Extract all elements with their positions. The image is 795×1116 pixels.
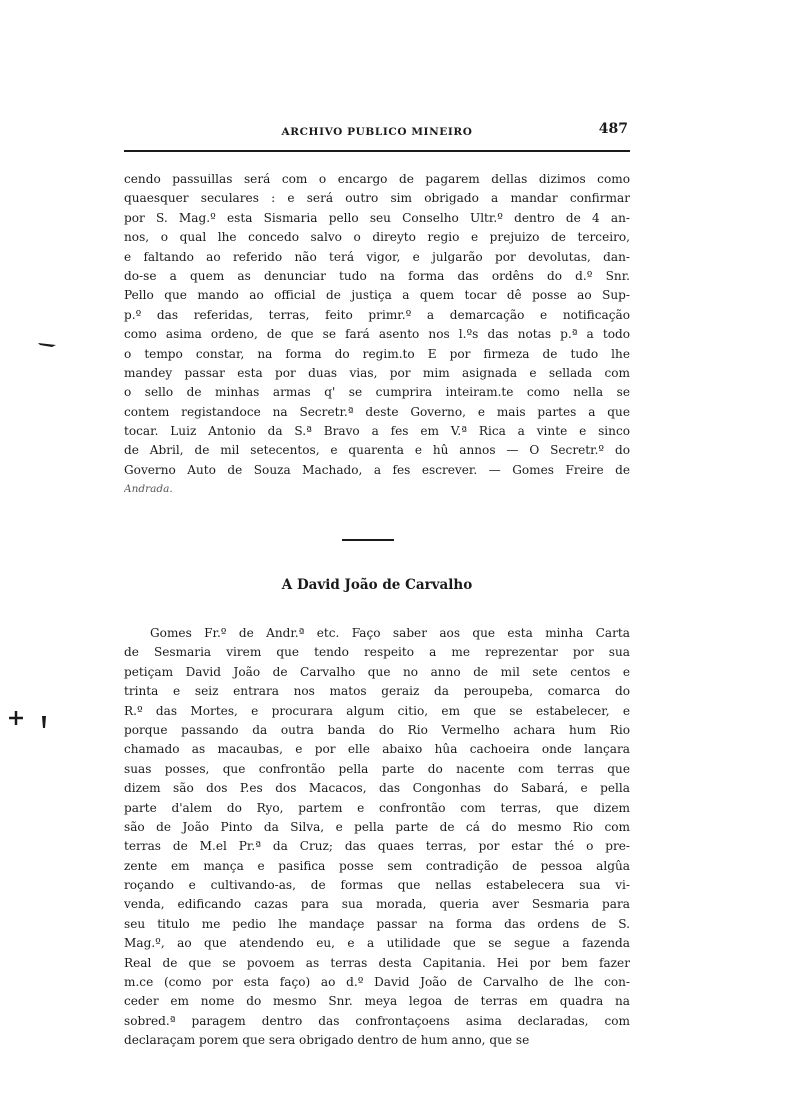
text-line: Pello que mando ao official de justiça a quem tocar dê posse ao Sup- <box>124 288 630 303</box>
text-line: chamado as macaubas, e por elle abaixo hûa cachoeira onde lançara <box>124 742 630 757</box>
text-line: p.º das referidas, terras, feito primr.º a demarcação e notificação <box>124 307 630 322</box>
text-line: petiçam David João de Carvalho que no anno de mil sete centos e <box>124 664 630 679</box>
text-line: nos, o qual lhe concedo salvo o direyto regio e prejuizo de terceiro, <box>124 230 630 245</box>
text-line: quaesquer seculares : e será outro sim obrigado a mandar confirmar <box>124 191 630 206</box>
text-line: de Sesmaria virem que tendo respeito a me reprezentar por sua <box>124 645 630 660</box>
text-line: venda, edificando cazas para sua morada, queria aver Sesmaria para <box>124 897 630 912</box>
signature-line: Andrada. <box>124 483 173 496</box>
text-line: por S. Mag.º esta Sismaria pello seu Conselho Ultr.º dentro de 4 an- <box>124 210 630 225</box>
text-line: trinta e seiz entrara nos matos geraiz da peroupeba, comarca do <box>124 684 630 699</box>
text-line: Real de que se povoem as terras desta Capitania. Hei por bem fazer <box>124 955 630 970</box>
margin-mark <box>40 716 48 728</box>
text-line: Mag.º, ao que atendendo eu, e a utilidade que se segue a fazenda <box>124 936 630 951</box>
text-line: terras de M.el Pr.ª da Cruz; das quaes terras, por estar thé o pre- <box>124 839 630 854</box>
text-line: do-se a quem as denunciar tudo na forma das ordêns do d.º Snr. <box>124 268 630 283</box>
text-line: R.º das Mortes, e procurara algum citio, em que se estabelecer, e <box>124 703 630 718</box>
text-line: o tempo constar, na forma do regim.to E por firmeza de tudo lhe <box>124 346 630 361</box>
header-rule <box>124 150 630 152</box>
text-line: m.ce (como por esta faço) ao d.º David João de Carvalho de lhe con- <box>124 975 630 990</box>
text-line: tocar. Luiz Antonio da S.ª Bravo a fes em V.ª Rica a vinte e sinco <box>124 424 630 439</box>
text-line: Governo Auto de Souza Machado, a fes escrever. — Gomes Freire de <box>124 462 630 477</box>
text-line: seu titulo me pedio lhe mandaçe passar na forma das ordens de S. <box>124 916 630 931</box>
section-divider <box>342 539 394 541</box>
text-line: zente em mança e pasifica posse sem contradição de pessoa algûa <box>124 858 630 873</box>
margin-mark <box>8 710 24 726</box>
text-line: contem registandoce na Secretr.ª deste Governo, e mais partes a que <box>124 404 630 419</box>
text-line: roçando e cultivando-as, de formas que nellas estabelecera sua vi- <box>124 878 630 893</box>
text-line: dizem são dos P.es dos Macacos, das Congonhas do Sabará, e pella <box>124 781 630 796</box>
text-line: o sello de minhas armas q' se cumprira inteiram.te como nella se <box>124 385 630 400</box>
running-title: ARCHIVO PUBLICO MINEIRO <box>281 126 473 138</box>
text-line: declaraçam porem que sera obrigado dentro de hum anno, que se <box>124 1033 530 1048</box>
text-line: Gomes Fr.º de Andr.ª etc. Faço saber aos que esta minha Carta <box>150 626 630 640</box>
text-line: ceder em nome do mesmo Snr. meya legoa de terras em quadra na <box>124 994 630 1009</box>
text-line: de Abril, de mil setecentos, e quarenta e hû annos — O Secretr.º do <box>124 443 630 458</box>
text-line: como asima ordeno, de que se fará asento nos l.ºs das notas p.ª a todo <box>124 327 630 342</box>
text-line: mandey passar esta por duas vias, por mim asignada e sellada com <box>124 365 630 380</box>
continued-text-block <box>124 170 630 500</box>
section-title: A David João de Carvalho <box>281 577 473 593</box>
text-line: sobred.ª paragem dentro das confrontaçoens asima declaradas, com <box>124 1013 630 1028</box>
section-text-block <box>124 624 630 1051</box>
text-line: e faltando ao referido não terá vigor, e julgarão por devolutas, dan- <box>124 249 630 264</box>
page-number: 487 <box>598 121 628 137</box>
text-line: parte d'alem do Ryo, partem e confrontão com terras, que dizem <box>124 800 630 815</box>
page-header <box>124 122 630 146</box>
margin-mark <box>38 336 56 344</box>
text-line: cendo passuillas será com o encargo de pagarem dellas dizimos como <box>124 172 630 186</box>
text-line: porque passando da outra banda do Rio Vermelho achara hum Rio <box>124 722 630 737</box>
text-line: suas posses, que confrontão pella parte do nacente com terras que <box>124 761 630 776</box>
text-line: são de João Pinto da Silva, e pella parte de cá do mesmo Rio com <box>124 819 630 834</box>
